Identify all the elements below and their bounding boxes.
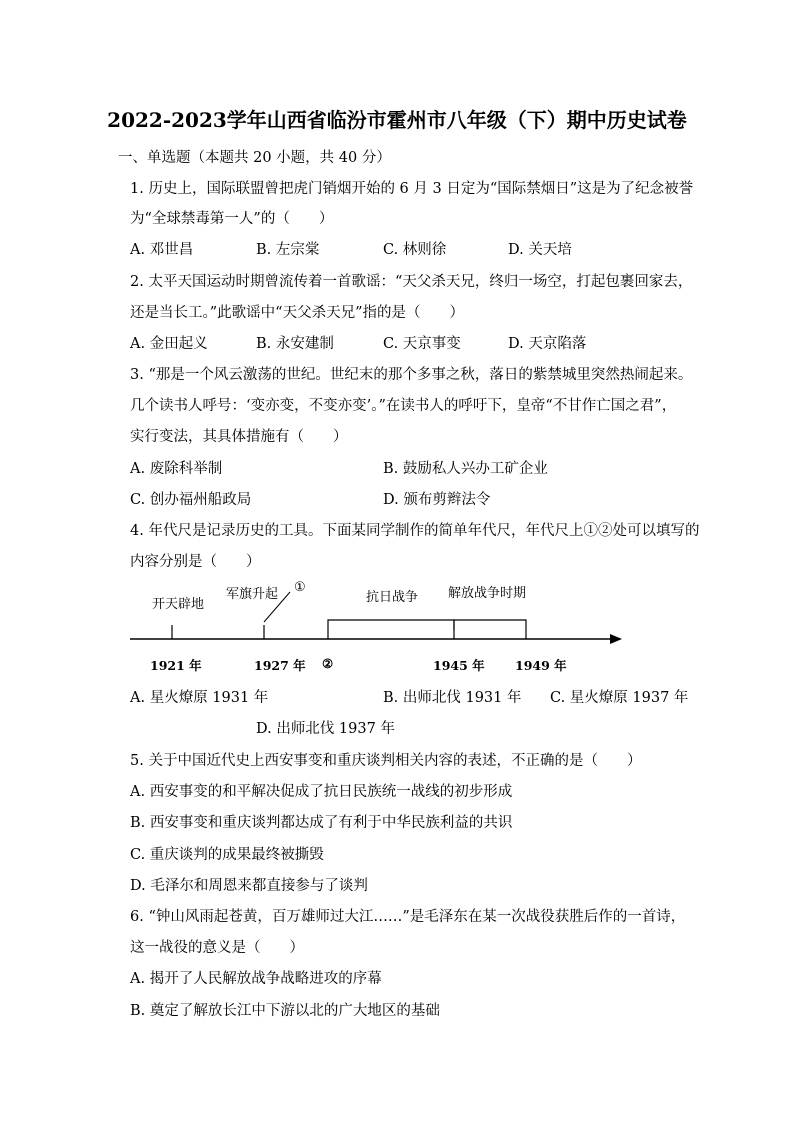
q5-line-1: 5. 关于中国近代史上西安事变和重庆谈判相关内容的表述，不正确的是（ ） [130, 753, 642, 769]
q4-option-b: B. 出师北伐 1931 年 [383, 690, 522, 706]
q2-line-2: 还是当长工。”此歌谣中“天父杀天兄”指的是（ ） [130, 305, 464, 321]
q1-line-1: 1. 历史上，国际联盟曾把虎门销烟开始的 6 月 3 日定为“国际禁烟日”这是为了纪念被誉 [130, 181, 694, 197]
q1-option-d: D. 关天培 [508, 242, 572, 258]
bracket-anti-japanese-war [328, 620, 454, 630]
q4-option-a: A. 星火燎原 1931 年 [130, 690, 269, 706]
bracket-liberation-war [454, 620, 526, 630]
year-blank-2: ② [322, 656, 334, 671]
q4-line-1: 4. 年代尺是记录历史的工具。下面某同学制作的简单年代尺，年代尺上①②处可以填写的 [130, 523, 700, 539]
q3-line-2: 几个读书人呼号：‘变亦变，不变亦变’。”在读书人的呼吁下，皇帝“不甘作亡国之君”， [130, 398, 677, 414]
year-1927: 1927 年 [254, 658, 306, 673]
q3-option-d: D. 颁布剪辫法令 [383, 492, 491, 508]
label-kaitian-pidi: 开天辟地 [152, 597, 205, 612]
q3-option-b: B. 鼓励私人兴办工矿企业 [383, 461, 548, 477]
label-anti-japanese-war: 抗日战争 [366, 590, 419, 605]
q3-line-1: 3. “那是一个风云激荡的世纪。世纪末的那个多事之秋，落日的紫禁城里突然热闹起来。 [130, 367, 693, 383]
q5-option-b: B. 西安事变和重庆谈判都达成了有利于中华民族利益的共识 [130, 815, 513, 831]
q1-option-c: C. 林则徐 [383, 242, 447, 258]
section-heading: 一、单选题（本题共 20 小题，共 40 分） [118, 150, 391, 166]
timeline-ruler [128, 578, 628, 678]
q4-option-d: D. 出师北伐 1937 年 [256, 721, 395, 737]
timeline-arrowhead [610, 634, 622, 644]
q5-option-d: D. 毛泽尔和周恩来都直接参与了谈判 [130, 878, 368, 894]
q2-option-c: C. 天京事变 [383, 336, 461, 352]
exam-title: 2022-2023学年山西省临汾市霍州市八年级（下）期中历史试卷 [107, 108, 687, 132]
q2-option-d: D. 天京陷落 [508, 336, 587, 352]
q6-option-b: B. 奠定了解放长江中下游以北的广大地区的基础 [130, 1003, 440, 1019]
q2-option-a: A. 金田起义 [130, 336, 208, 352]
q6-option-a: A. 揭开了人民解放战争战略进攻的序幕 [130, 971, 382, 987]
year-1921: 1921 年 [150, 658, 202, 673]
q2-line-1: 2. 太平天国运动时期曾流传着一首歌谣：“天父杀天兄，终归一场空，打起包裹回家去， [130, 274, 693, 290]
q3-line-3: 实行变法，其具体措施有（ ） [130, 429, 348, 445]
q5-option-c: C. 重庆谈判的成果最终被撕毁 [130, 847, 324, 863]
label-junqi-shengqi: 军旗升起 [226, 587, 279, 602]
q4-line-2: 内容分别是（ ） [130, 554, 261, 570]
q6-line-2: 这一战役的意义是（ ） [130, 940, 304, 956]
q1-option-a: A. 邓世昌 [130, 242, 194, 258]
label-blank-1: ① [294, 580, 306, 595]
q5-option-a: A. 西安事变的和平解决促成了抗日民族统一战线的初步形成 [130, 784, 513, 800]
q1-option-b: B. 左宗棠 [256, 242, 320, 258]
q3-option-a: A. 废除科举制 [130, 461, 223, 477]
q4-option-c: C. 星火燎原 1937 年 [550, 690, 689, 706]
year-1945: 1945 年 [433, 658, 485, 673]
q1-line-2: 为“全球禁毒第一人”的（ ） [130, 211, 334, 227]
q3-option-c: C. 创办福州船政局 [130, 492, 252, 508]
label-liberation-war: 解放战争时期 [448, 586, 527, 601]
year-1949: 1949 年 [515, 658, 567, 673]
q2-option-b: B. 永安建制 [256, 336, 334, 352]
q6-line-1: 6. “钟山风雨起苍黄，百万雄师过大江……”是毛泽东在某一次战役获胜后作的一首诗， [130, 909, 686, 925]
